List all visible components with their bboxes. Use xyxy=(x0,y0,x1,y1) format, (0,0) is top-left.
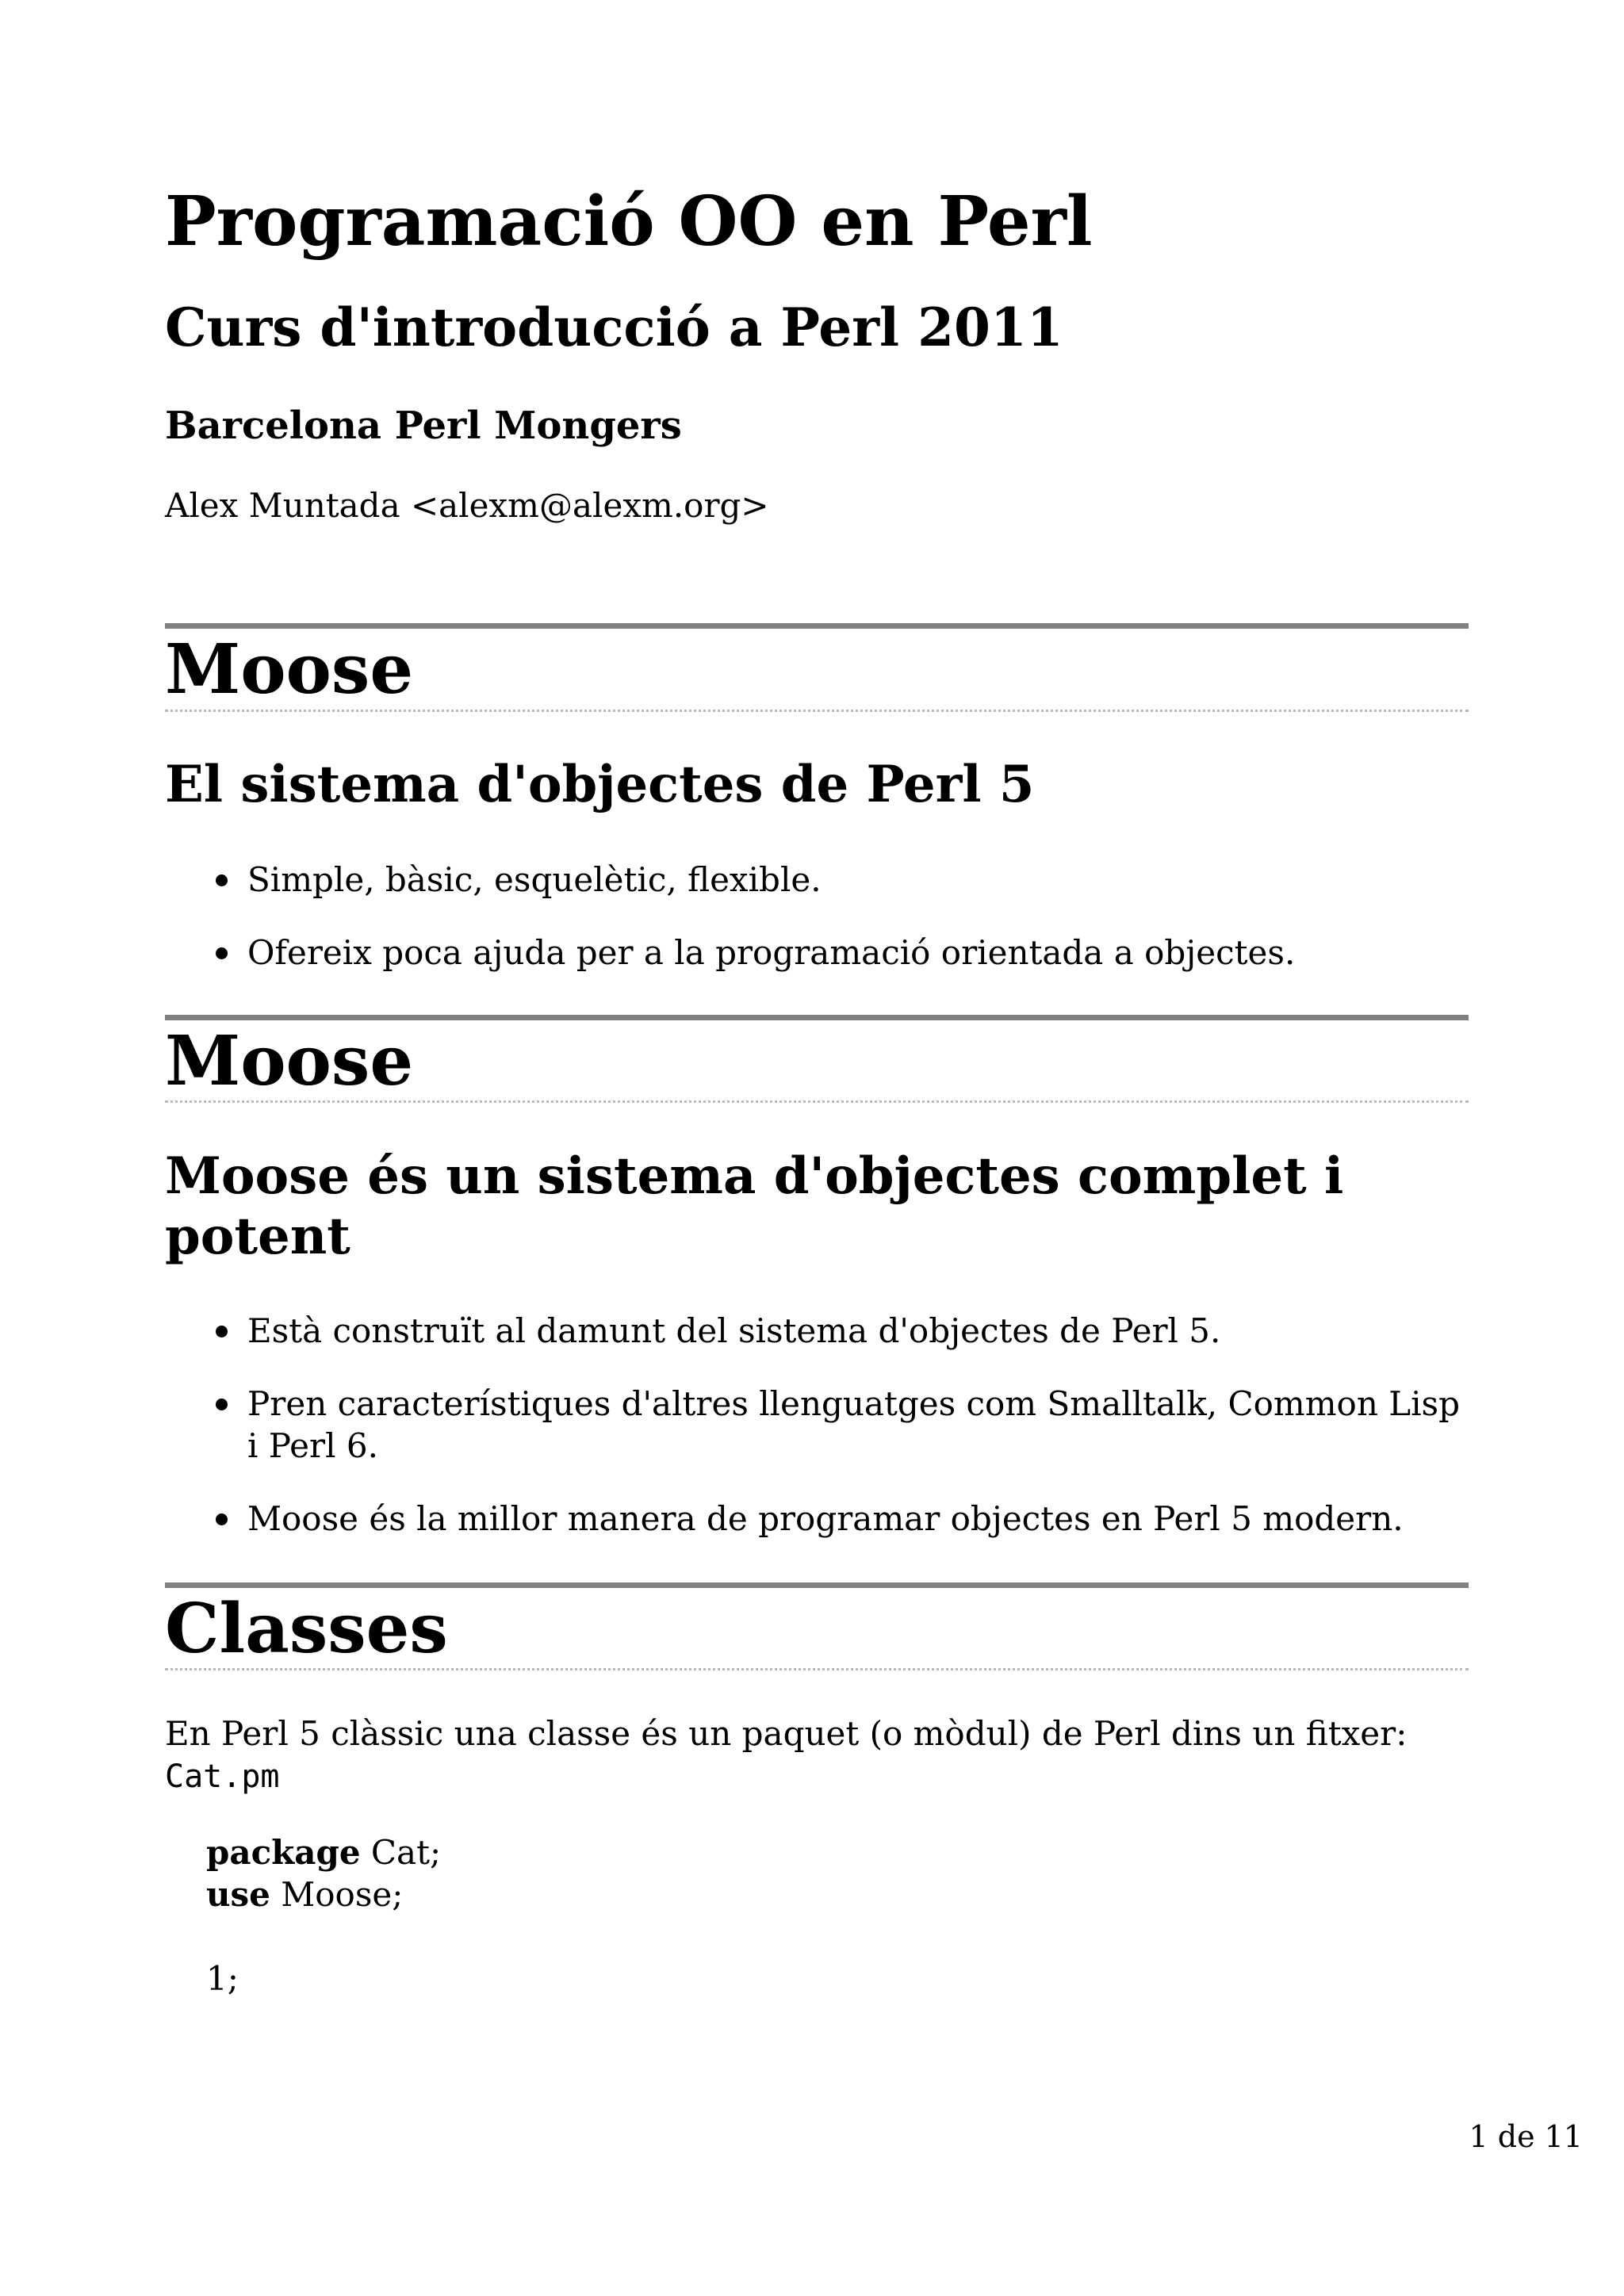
slide-title-moose-complete: Moose és un sistema d'objectes complet i potent xyxy=(165,1146,1344,1266)
list-item: Moose és la millor manera de programar objectes en Perl 5 modern. xyxy=(165,1498,1469,1540)
code-line-1 xyxy=(206,1831,1510,1873)
list-item: Està construït al damunt del sistema d'objectes de Perl 5. xyxy=(165,1310,1469,1352)
file-name-code: Cat.pm xyxy=(165,1758,280,1795)
slide-title-perl5-object-system: El sistema d'objectes de Perl 5 xyxy=(165,755,1035,814)
document-title: Programació OO en Perl xyxy=(165,182,1093,262)
classes-intro-text: En Perl 5 clàssic una classe és un paquet (o mòdul) de Perl dins un fitxer: xyxy=(165,1714,1408,1753)
code-block xyxy=(165,1831,1510,1999)
code-line-2 xyxy=(206,1873,1510,1915)
code-text: Cat; xyxy=(360,1833,442,1872)
section-heading-underline xyxy=(165,710,1469,712)
classes-intro-paragraph xyxy=(165,1712,1469,1798)
code-keyword: package xyxy=(206,1833,361,1872)
organization-name: Barcelona Perl Mongers xyxy=(165,404,682,448)
author-line: Alex Muntada <alexm@alexm.org> xyxy=(165,486,769,525)
bullet-list-perl5 xyxy=(165,859,1469,974)
code-keyword: use xyxy=(206,1875,270,1914)
code-line-blank xyxy=(206,1915,1510,1957)
list-item: Pren característiques d'altres llenguatges com Smalltalk, Common Lisp i Perl 6. xyxy=(165,1383,1469,1467)
section-heading-underline xyxy=(165,1100,1469,1103)
list-item: Simple, bàsic, esquelètic, flexible. xyxy=(165,859,1469,901)
bullet-list-moose xyxy=(165,1310,1469,1540)
page-number: 1 de 11 xyxy=(1469,2119,1583,2154)
section-heading-moose-1: Moose xyxy=(165,629,414,710)
code-line-4: 1; xyxy=(206,1959,239,1998)
document-subtitle: Curs d'introducció a Perl 2011 xyxy=(165,297,1063,358)
section-heading-underline xyxy=(165,1668,1469,1670)
code-text: Moose; xyxy=(270,1875,404,1914)
section-heading-moose-2: Moose xyxy=(165,1021,414,1101)
list-item: Ofereix poca ajuda per a la programació orientada a objectes. xyxy=(165,932,1469,974)
section-heading-classes: Classes xyxy=(165,1589,448,1669)
